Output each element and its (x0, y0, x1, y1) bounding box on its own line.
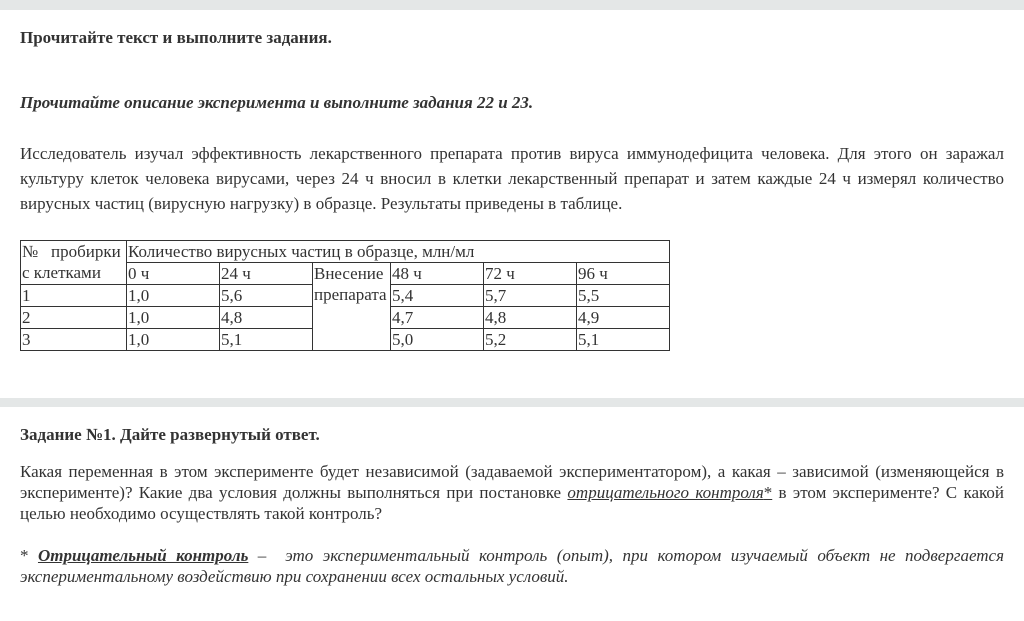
tube-header-line1: № пробирки (22, 242, 121, 261)
value-48h: 5,4 (391, 285, 484, 307)
value-48h: 5,0 (391, 329, 484, 351)
footnote (20, 545, 1009, 587)
top-separator-band (0, 0, 1024, 10)
task-question-part2: в этом эксперименте? С какой целью необходимо осуществлять такой контроль? (20, 483, 1004, 523)
value-0h: 1,0 (127, 285, 220, 307)
time-header-0: 0 ч (127, 263, 220, 285)
time-header-48: 48 ч (391, 263, 484, 285)
table-header-row-1 (21, 241, 670, 263)
time-header-96: 96 ч (577, 263, 670, 285)
footnote-term: Отрицательный контроль (37, 546, 249, 565)
section-separator-band (0, 398, 1024, 407)
drug-intro-line1: Внесение (314, 264, 384, 283)
negative-control-term: отрицательного контроля (567, 483, 764, 502)
drug-intro-cell (313, 263, 391, 351)
tube-header-line2: с клетками (22, 263, 101, 282)
footnote-definition: – это экспериментальный контроль (опыт), при котором изучаемый объект не подвергается экспериментальному воздействию при сохранении всех остальных условий. (20, 546, 1009, 586)
value-0h: 1,0 (127, 329, 220, 351)
value-96h: 5,1 (577, 329, 670, 351)
time-header-72: 72 ч (484, 263, 577, 285)
sub-heading: Прочитайте описание эксперимента и выполните задания 22 и 23. (20, 93, 534, 112)
results-table (20, 240, 670, 351)
tube-number: 2 (21, 307, 127, 329)
value-24h: 4,8 (220, 307, 313, 329)
group-header-cell: Количество вирусных частиц в образце, млн/мл (127, 241, 670, 263)
experiment-description: Исследователь изучал эффективность лекарственного препарата против вируса иммунодефицита человека. Для этого он заражал культуру клеток человека вирусами, через 24 ч вносил в клетки лекарственный препарат и затем каждые 24 ч измерял количество вирусных частиц (вирусную нагрузку) в образце. Результаты приведены в таблице. (20, 144, 1004, 213)
time-header-24: 24 ч (220, 263, 313, 285)
value-72h: 5,2 (484, 329, 577, 351)
drug-intro-line2: препарата (314, 285, 387, 304)
value-96h: 4,9 (577, 307, 670, 329)
tube-number: 3 (21, 329, 127, 351)
value-72h: 4,8 (484, 307, 577, 329)
value-72h: 5,7 (484, 285, 577, 307)
value-24h: 5,1 (220, 329, 313, 351)
task-heading: Задание №1. Дайте развернутый ответ. (20, 425, 320, 444)
tube-header-cell (21, 241, 127, 285)
task-question (20, 461, 1004, 524)
value-96h: 5,5 (577, 285, 670, 307)
value-24h: 5,6 (220, 285, 313, 307)
tube-number: 1 (21, 285, 127, 307)
main-heading: Прочитайте текст и выполните задания. (20, 28, 332, 47)
value-0h: 1,0 (127, 307, 220, 329)
footnote-star-marker: * (763, 483, 773, 502)
value-48h: 4,7 (391, 307, 484, 329)
task-question-part1: Какая переменная в этом эксперименте будет независимой (задаваемой экспериментатором), а какая – зависимой (изменяющейся в эксперименте)? Какие два условия должны выполняться при постановке (20, 462, 1004, 502)
footnote-star: * (20, 546, 38, 565)
